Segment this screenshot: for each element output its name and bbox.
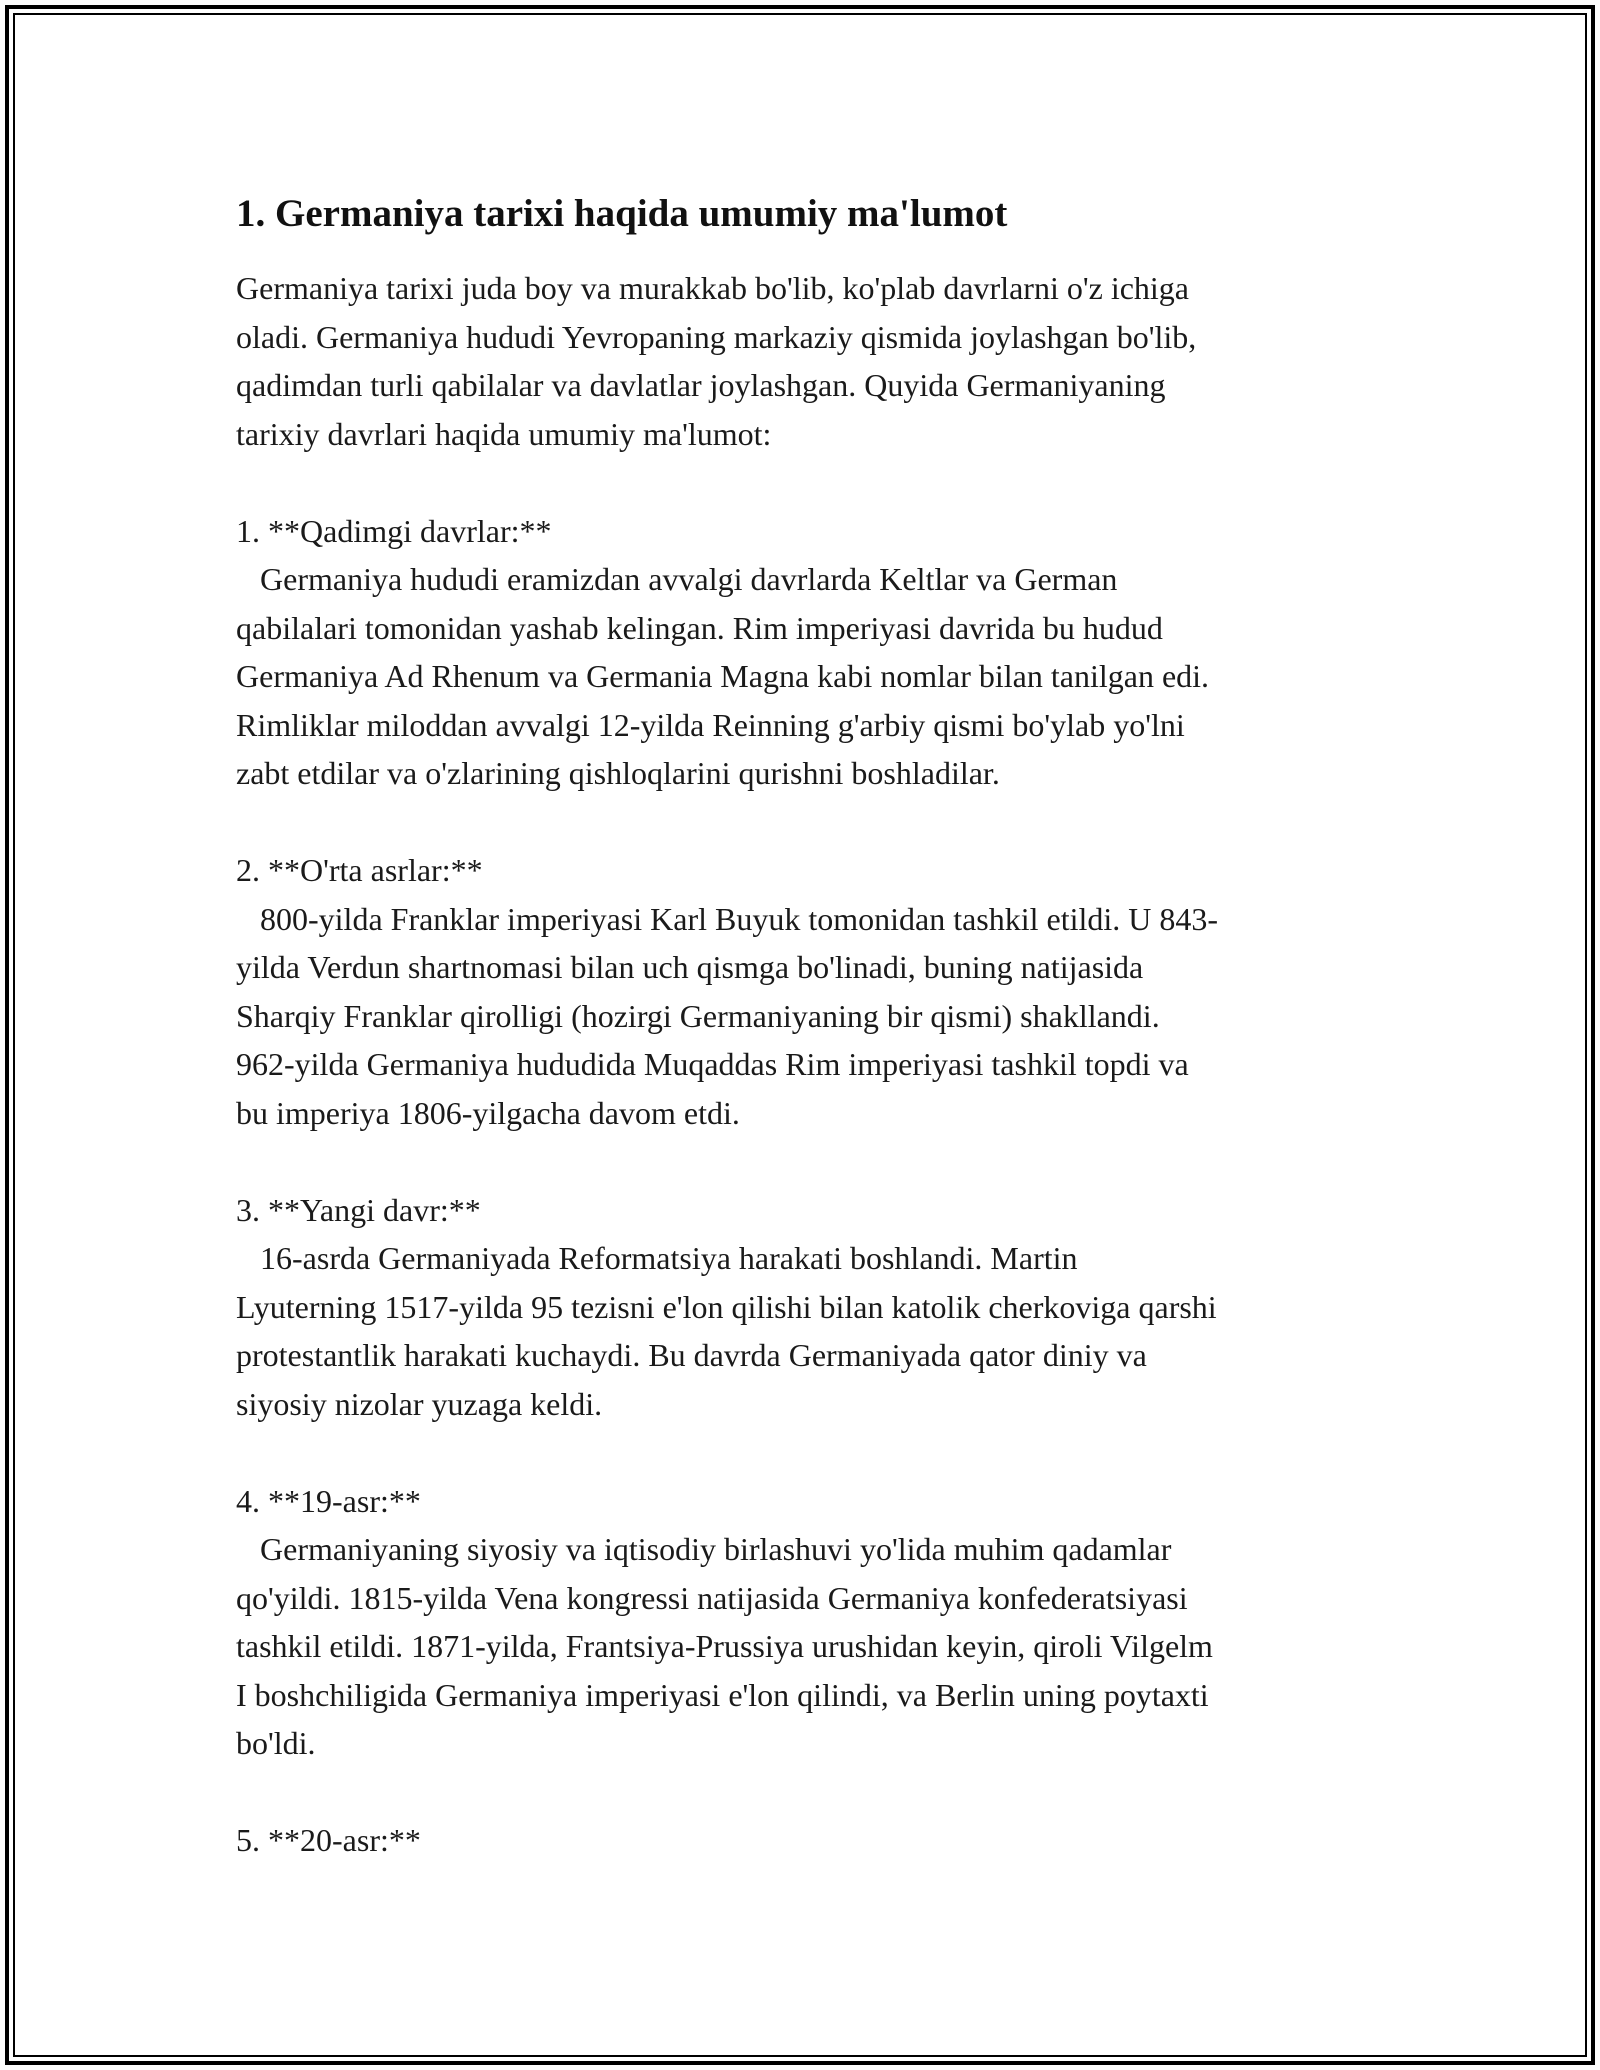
section-heading-20th-century: 5. **20-asr:** (236, 1822, 421, 1858)
section-heading-middle-ages: 2. **O'rta asrlar:** (236, 852, 483, 888)
paragraph-gap (236, 1428, 1396, 1477)
document-body (236, 188, 1396, 1865)
section-body-middle-ages: 800-yilda Franklar imperiyasi Karl Buyuk tomonidan tashkil etildi. U 843- yilda Verdun shartnomasi bilan uch qismga bo'linadi, buning natijasida Sharqiy Franklar qirolligi (hozirgi Germaniyaning bir qismi) shakllandi. 962-yilda Germaniya hududida Muqaddas Rim imperiyasi tashkil topdi va bu imperiya 1806-yilgacha davom etdi. (236, 900, 1219, 1131)
paragraph-gap (236, 1137, 1396, 1186)
section-heading-19th-century: 4. **19-asr:** (236, 1482, 421, 1519)
intro-paragraph: Germaniya tarixi juda boy va murakkab bo'lib, ko'plab davrlarni o'z ichiga oladi. Germaniya hududi Yevropaning markaziy qismida joylashgan bo'lib, qadimdan turli qabilalar va davlatlar joylashgan. Quyida Germaniyaning tarixiy davrlari haqida umumiy ma'lumot: (236, 270, 1197, 452)
paragraph-gap (236, 1768, 1396, 1817)
section-heading-new-era: 3. **Yangi davr:** (236, 1191, 481, 1228)
paragraph-gap (236, 798, 1396, 847)
document-title: 1. Germaniya tarixi haqida umumiy ma'lumot (236, 192, 1008, 235)
section-heading-ancient: 1. **Qadimgi davrlar:** (236, 512, 552, 549)
paragraph-gap (236, 458, 1396, 507)
section-body-19th-century: Germaniyaning siyosiy va iqtisodiy birlashuvi yo'lida muhim qadamlar qo'yildi. 1815-yilda Vena kongressi natijasida Germaniya konfederatsiyasi tashkil etildi. 1871-yilda, Frantsiya-Prussiya urushidan keyin, qiroli Vilgelm I boshchiligida Germaniya imperiyasi e'lon qilindi, va Berlin uning poytaxti bo'ldi. (236, 1531, 1213, 1761)
section-body-ancient: Germaniya hududi eramizdan avvalgi davrlarda Keltlar va German qabilalari tomonidan yashab kelingan. Rim imperiyasi davrida bu hudud Germaniya Ad Rhenum va Germania Magna kabi nomlar bilan tanilgan edi. Rimliklar miloddan avvalgi 12-yilda Reinning g'arbiy qismi bo'ylab yo'lni zabt etdilar va o'zlarining qishloqlarini qurishni boshladilar. (236, 561, 1210, 791)
section-body-new-era: 16-asrda Germaniyada Reformatsiya harakati boshlandi. Martin Lyuterning 1517-yilda 95 tezisni e'lon qilishi bilan katolik cherkoviga qarshi protestantlik harakati kuchaydi. Bu davrda Germaniyada qator diniy va siyosiy nizolar yuzaga keldi. (236, 1240, 1217, 1422)
